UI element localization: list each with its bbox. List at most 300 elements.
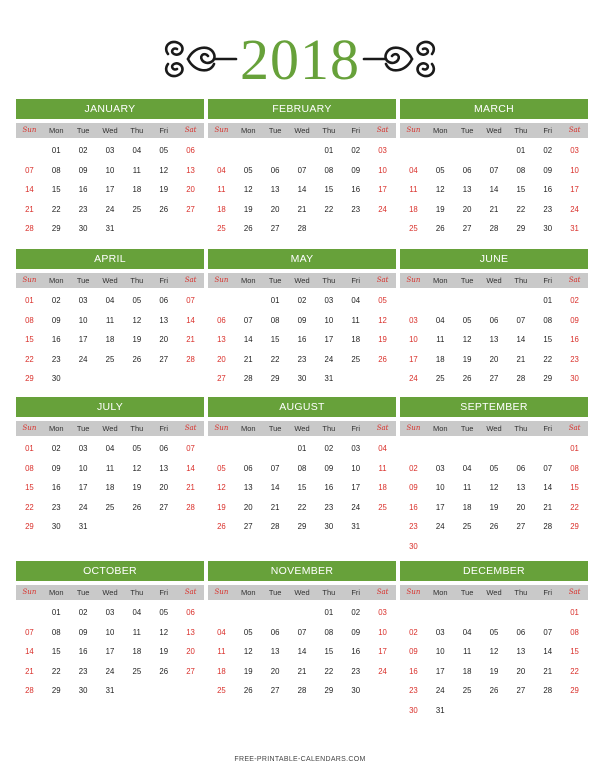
weekday-label: Fri (351, 276, 361, 285)
day-cell: 25 (409, 224, 418, 233)
day-grid (16, 603, 204, 701)
month-june (400, 249, 588, 389)
day-cell: 12 (159, 627, 169, 637)
day-cell: 10 (105, 165, 115, 175)
day-cell: 15 (25, 335, 34, 344)
day-cell: 16 (351, 647, 361, 656)
weekday-label: Sat (568, 126, 581, 134)
day-grid (208, 439, 396, 537)
day-cell: 13 (462, 185, 472, 194)
weekday-label: Mon (48, 588, 64, 597)
day-cell: 30 (543, 224, 553, 233)
day-cell: 09 (543, 165, 553, 175)
day-cell: 16 (78, 185, 88, 194)
weekday-label: Sat (568, 276, 581, 284)
day-cell: 21 (489, 204, 499, 214)
weekday-label: Sun (22, 588, 37, 596)
year-title: 2018 (240, 27, 360, 92)
empty-day-cell (400, 439, 427, 459)
day-cell: 02 (351, 146, 361, 155)
month-november (208, 561, 396, 701)
day-cell: 16 (324, 483, 334, 492)
day-cell: 22 (570, 666, 579, 676)
day-cell: 21 (243, 354, 253, 364)
day-cell: 22 (324, 666, 334, 676)
day-cell: 05 (489, 627, 499, 637)
day-cell: 01 (324, 146, 334, 155)
day-cell: 30 (297, 374, 307, 383)
month-april (16, 249, 204, 389)
day-cell: 01 (570, 444, 579, 453)
weekday-header-row (208, 123, 396, 138)
weekday-label: Thu (322, 126, 336, 135)
empty-day-cell (16, 603, 43, 623)
day-cell: 21 (186, 335, 195, 344)
day-cell: 05 (132, 444, 142, 453)
weekday-label: Thu (322, 588, 336, 597)
day-cell: 11 (217, 647, 226, 656)
day-grid (400, 439, 588, 556)
day-cell: 12 (132, 315, 142, 325)
weekday-label: Thu (130, 424, 144, 433)
day-cell: 07 (186, 444, 195, 453)
day-cell: 27 (270, 686, 280, 695)
weekday-label: Fri (159, 126, 169, 135)
day-cell: 27 (270, 224, 280, 233)
day-cell: 06 (270, 165, 280, 175)
empty-day-cell (427, 603, 454, 623)
weekday-label: Wed (294, 276, 310, 285)
day-cell: 18 (462, 666, 472, 676)
day-cell: 02 (51, 296, 61, 305)
day-cell: 05 (159, 608, 169, 617)
day-cell: 23 (409, 522, 418, 531)
day-cell: 15 (51, 185, 61, 194)
empty-day-cell (235, 291, 262, 311)
weekday-label: Thu (130, 588, 144, 597)
day-cell: 19 (217, 502, 226, 512)
empty-day-cell (427, 291, 454, 311)
weekday-label: Tue (268, 424, 282, 433)
day-cell: 18 (435, 354, 445, 364)
weekday-header-row (16, 123, 204, 138)
day-cell: 31 (78, 522, 88, 531)
day-cell: 03 (78, 296, 88, 305)
empty-day-cell (262, 439, 289, 459)
day-cell: 05 (217, 463, 226, 473)
day-cell: 01 (270, 296, 280, 305)
month-title: OCTOBER (16, 561, 204, 581)
day-cell: 03 (78, 444, 88, 453)
day-cell: 24 (105, 204, 115, 214)
day-cell: 23 (51, 354, 61, 364)
day-cell: 14 (543, 647, 553, 656)
empty-day-cell (208, 291, 235, 311)
day-cell: 20 (243, 502, 253, 512)
day-cell: 13 (489, 335, 499, 344)
day-cell: 17 (78, 335, 88, 344)
day-cell: 26 (489, 686, 499, 695)
day-cell: 24 (409, 374, 418, 383)
day-cell: 11 (217, 185, 226, 194)
day-cell: 19 (462, 354, 472, 364)
month-may (208, 249, 396, 389)
day-cell: 13 (186, 627, 195, 637)
day-cell: 18 (378, 483, 387, 492)
day-cell: 23 (351, 204, 361, 214)
day-cell: 06 (516, 627, 526, 637)
month-title: DECEMBER (400, 561, 588, 581)
day-cell: 06 (243, 463, 253, 473)
weekday-label: Mon (240, 126, 256, 135)
weekday-label: Thu (514, 276, 528, 285)
day-cell: 09 (297, 315, 307, 325)
day-cell: 14 (543, 483, 553, 492)
day-cell: 20 (270, 204, 280, 214)
day-cell: 13 (186, 165, 195, 175)
weekday-label: Sun (214, 588, 229, 596)
weekday-label: Wed (486, 126, 502, 135)
day-cell: 15 (324, 185, 334, 194)
day-cell: 08 (516, 165, 526, 175)
day-cell: 29 (270, 374, 280, 383)
empty-day-cell (208, 439, 235, 459)
empty-day-cell (208, 141, 235, 161)
weekday-label: Wed (294, 126, 310, 135)
day-cell: 28 (516, 374, 526, 383)
empty-day-cell (235, 603, 262, 623)
day-cell: 06 (516, 463, 526, 473)
day-cell: 02 (570, 296, 579, 305)
day-cell: 14 (297, 185, 307, 194)
day-cell: 07 (489, 165, 499, 175)
day-cell: 14 (516, 335, 526, 344)
weekday-label: Fri (159, 424, 169, 433)
weekday-header-row (208, 421, 396, 436)
day-cell: 25 (435, 374, 445, 383)
day-cell: 18 (217, 666, 226, 676)
day-cell: 09 (351, 165, 361, 175)
weekday-label: Tue (76, 424, 90, 433)
empty-day-cell (262, 603, 289, 623)
day-cell: 28 (186, 502, 195, 512)
day-cell: 26 (132, 354, 142, 364)
day-cell: 16 (51, 483, 61, 492)
weekday-label: Wed (294, 424, 310, 433)
empty-day-cell (454, 291, 481, 311)
day-cell: 23 (78, 666, 88, 676)
day-cell: 10 (78, 315, 88, 325)
weekday-label: Fri (543, 126, 553, 135)
day-cell: 20 (489, 354, 499, 364)
month-title: JANUARY (16, 99, 204, 119)
day-cell: 06 (159, 296, 169, 305)
day-cell: 24 (435, 522, 445, 531)
day-cell: 19 (159, 185, 169, 194)
day-cell: 11 (463, 647, 472, 656)
day-cell: 08 (25, 463, 34, 473)
day-grid (400, 141, 588, 239)
day-cell: 11 (132, 165, 141, 175)
day-cell: 04 (378, 444, 387, 453)
day-cell: 29 (51, 686, 61, 695)
day-grid (16, 439, 204, 537)
day-cell: 06 (186, 146, 195, 155)
day-cell: 23 (78, 204, 88, 214)
weekday-label: Mon (432, 276, 448, 285)
weekday-header-row (400, 421, 588, 436)
day-cell: 13 (516, 647, 526, 656)
day-cell: 10 (378, 627, 387, 637)
weekday-label: Fri (543, 424, 553, 433)
day-cell: 07 (243, 315, 253, 325)
day-cell: 16 (51, 335, 61, 344)
empty-day-cell (289, 141, 316, 161)
empty-day-cell (507, 291, 534, 311)
day-cell: 04 (462, 627, 472, 637)
day-cell: 02 (543, 146, 553, 155)
day-cell: 14 (186, 463, 195, 473)
weekday-header-row (208, 585, 396, 600)
day-cell: 26 (217, 522, 226, 531)
day-cell: 29 (543, 374, 553, 383)
month-title: JULY (16, 397, 204, 417)
empty-day-cell (400, 603, 427, 623)
day-cell: 20 (516, 502, 526, 512)
day-cell: 24 (570, 204, 579, 214)
weekday-label: Wed (102, 276, 118, 285)
day-cell: 28 (25, 224, 34, 233)
empty-day-cell (481, 291, 508, 311)
day-cell: 28 (270, 522, 280, 531)
day-grid (400, 603, 588, 720)
day-cell: 16 (409, 502, 418, 512)
empty-day-cell (507, 603, 534, 623)
day-cell: 27 (186, 666, 195, 676)
day-cell: 16 (543, 185, 553, 194)
day-cell: 03 (378, 146, 387, 155)
empty-day-cell (289, 603, 316, 623)
day-cell: 30 (51, 522, 61, 531)
empty-day-cell (16, 141, 43, 161)
day-cell: 11 (378, 463, 387, 473)
weekday-label: Mon (432, 126, 448, 135)
month-december (400, 561, 588, 720)
day-cell: 24 (378, 666, 387, 676)
day-cell: 04 (462, 463, 472, 473)
day-cell: 15 (324, 647, 334, 656)
day-cell: 04 (105, 296, 115, 305)
weekday-label: Sun (406, 588, 421, 596)
month-october (16, 561, 204, 701)
weekday-label: Fri (351, 588, 361, 597)
day-cell: 13 (270, 185, 280, 194)
day-cell: 17 (435, 502, 445, 512)
day-cell: 27 (462, 224, 472, 233)
day-cell: 13 (270, 647, 280, 656)
day-cell: 21 (186, 483, 195, 492)
weekday-label: Tue (460, 126, 474, 135)
day-cell: 15 (516, 185, 526, 194)
day-cell: 09 (78, 627, 88, 637)
weekday-label: Wed (102, 126, 118, 135)
day-cell: 06 (186, 608, 195, 617)
day-cell: 07 (297, 627, 307, 637)
day-cell: 30 (78, 686, 88, 695)
day-cell: 21 (297, 666, 307, 676)
day-cell: 03 (105, 146, 115, 155)
day-cell: 07 (297, 165, 307, 175)
day-cell: 31 (570, 224, 579, 233)
day-cell: 31 (324, 374, 334, 383)
weekday-label: Sat (184, 424, 197, 432)
day-cell: 01 (516, 146, 526, 155)
day-cell: 22 (543, 354, 553, 364)
day-cell: 09 (570, 315, 579, 325)
day-cell: 03 (324, 296, 334, 305)
day-grid (400, 291, 588, 389)
day-cell: 04 (217, 165, 226, 175)
day-cell: 11 (105, 463, 115, 473)
day-cell: 04 (105, 444, 115, 453)
day-cell: 14 (270, 483, 280, 492)
day-cell: 06 (270, 627, 280, 637)
day-cell: 08 (570, 463, 579, 473)
day-cell: 13 (243, 483, 253, 492)
day-cell: 29 (516, 224, 526, 233)
day-cell: 09 (351, 627, 361, 637)
weekday-label: Mon (48, 126, 64, 135)
weekday-header-row (16, 585, 204, 600)
empty-day-cell (427, 439, 454, 459)
day-cell: 10 (78, 463, 88, 473)
day-cell: 09 (51, 463, 61, 473)
day-cell: 10 (435, 647, 445, 656)
day-cell: 09 (78, 165, 88, 175)
day-cell: 31 (435, 705, 445, 715)
day-cell: 03 (409, 315, 418, 325)
weekday-label: Sat (568, 588, 581, 596)
month-september (400, 397, 588, 556)
day-cell: 28 (297, 224, 307, 233)
empty-day-cell (208, 603, 235, 623)
day-grid (16, 141, 204, 239)
month-title: SEPTEMBER (400, 397, 588, 417)
day-cell: 19 (378, 335, 387, 344)
day-cell: 23 (409, 686, 418, 695)
weekday-label: Fri (159, 588, 169, 597)
day-cell: 25 (217, 224, 226, 233)
day-cell: 06 (462, 165, 472, 175)
day-cell: 15 (270, 335, 280, 344)
day-cell: 13 (159, 463, 169, 473)
day-cell: 07 (516, 315, 526, 325)
day-cell: 03 (351, 444, 361, 453)
day-cell: 22 (25, 502, 34, 512)
weekday-label: Thu (514, 424, 528, 433)
day-cell: 15 (51, 647, 61, 656)
day-cell: 17 (105, 647, 115, 656)
day-cell: 19 (243, 204, 253, 214)
day-cell: 20 (462, 204, 472, 214)
day-cell: 12 (243, 185, 253, 194)
weekday-label: Sun (406, 126, 421, 134)
day-cell: 15 (570, 647, 579, 656)
day-cell: 30 (409, 705, 418, 715)
day-cell: 25 (462, 522, 472, 531)
weekday-label: Mon (240, 588, 256, 597)
day-cell: 11 (132, 627, 141, 637)
weekday-label: Thu (130, 276, 144, 285)
day-cell: 01 (51, 146, 61, 155)
day-cell: 19 (489, 502, 499, 512)
day-cell: 21 (297, 204, 307, 214)
empty-day-cell (454, 141, 481, 161)
weekday-label: Sun (214, 424, 229, 432)
day-cell: 25 (378, 502, 387, 512)
weekday-label: Tue (460, 424, 474, 433)
day-cell: 02 (51, 444, 61, 453)
day-cell: 02 (78, 146, 88, 155)
weekday-header-row (400, 123, 588, 138)
day-cell: 27 (186, 204, 195, 214)
day-cell: 16 (297, 335, 307, 344)
day-cell: 24 (78, 354, 88, 364)
empty-day-cell (534, 603, 561, 623)
day-cell: 07 (270, 463, 280, 473)
day-cell: 23 (51, 502, 61, 512)
day-cell: 29 (570, 522, 579, 531)
day-cell: 31 (105, 686, 115, 695)
day-cell: 18 (217, 204, 226, 214)
day-cell: 10 (351, 463, 361, 473)
day-cell: 19 (132, 483, 142, 492)
day-cell: 28 (25, 686, 34, 695)
weekday-label: Wed (486, 276, 502, 285)
day-cell: 15 (297, 483, 307, 492)
weekday-label: Mon (432, 424, 448, 433)
day-cell: 18 (351, 335, 361, 344)
day-cell: 26 (243, 224, 253, 233)
day-cell: 20 (159, 483, 169, 492)
day-cell: 23 (570, 354, 579, 364)
day-cell: 07 (25, 627, 34, 637)
weekday-label: Sun (22, 424, 37, 432)
day-cell: 01 (25, 296, 34, 305)
weekday-label: Mon (240, 424, 256, 433)
weekday-label: Tue (76, 588, 90, 597)
day-cell: 05 (435, 165, 445, 175)
day-cell: 17 (570, 185, 579, 194)
weekday-label: Sat (376, 276, 389, 284)
weekday-label: Mon (48, 276, 64, 285)
weekday-label: Fri (543, 276, 553, 285)
empty-day-cell (481, 439, 508, 459)
empty-day-cell (400, 141, 427, 161)
day-cell: 26 (489, 522, 499, 531)
day-cell: 28 (243, 374, 253, 383)
day-cell: 21 (516, 354, 526, 364)
day-cell: 03 (435, 627, 445, 637)
day-cell: 03 (435, 463, 445, 473)
day-cell: 09 (324, 463, 334, 473)
weekday-label: Wed (102, 588, 118, 597)
day-cell: 17 (409, 354, 418, 364)
weekday-label: Thu (514, 588, 528, 597)
day-cell: 01 (25, 444, 34, 453)
day-cell: 26 (243, 686, 253, 695)
day-cell: 23 (351, 666, 361, 676)
